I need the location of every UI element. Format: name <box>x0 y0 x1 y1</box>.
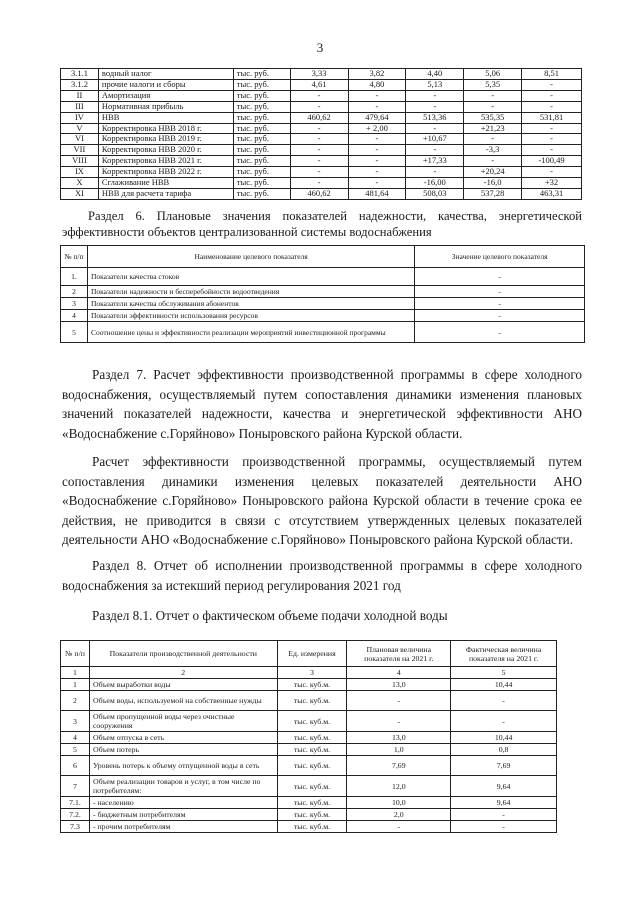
row-fact: - <box>451 691 557 711</box>
row-number: IX <box>61 167 99 178</box>
table-row <box>61 178 582 189</box>
header-value: Значение целевого показателя <box>415 246 585 268</box>
table-row <box>61 101 582 112</box>
row-name: Амортизация <box>98 90 233 101</box>
table-row <box>61 123 582 134</box>
row-value: - <box>406 145 464 156</box>
row-value: - <box>522 101 582 112</box>
row-value: - <box>522 145 582 156</box>
section8-heading: Раздел 8. Отчет об исполнении производственной программы в сфере холодного водоснабжения за истекший период регулирования 2021 год <box>62 558 582 593</box>
row-value: +21,23 <box>464 123 522 134</box>
row-value: +20,24 <box>464 167 522 178</box>
row-value: - <box>406 101 464 112</box>
row-number: 1. <box>61 268 88 286</box>
row-value: 513,36 <box>406 112 464 123</box>
row-name: Показатели качества обслуживания абонентов <box>87 298 414 310</box>
table-row <box>61 188 582 199</box>
row-fact: 10,44 <box>451 679 557 691</box>
header-num: № п/п <box>61 246 88 268</box>
row-name: Корректировка НВВ 2022 г. <box>98 167 233 178</box>
row-number: VIII <box>61 156 99 167</box>
row-value: - <box>290 178 348 189</box>
table-row <box>61 90 582 101</box>
table-row <box>61 776 557 797</box>
row-name: Корректировка НВВ 2019 г. <box>98 134 233 145</box>
row-name: Нормативная прибыль <box>98 101 233 112</box>
row-value: - <box>290 145 348 156</box>
row-value: - <box>290 90 348 101</box>
row-number: 4 <box>61 732 90 744</box>
row-value: - <box>348 178 406 189</box>
row-value: 460,62 <box>290 188 348 199</box>
table-row <box>61 744 557 756</box>
row-name: Сглаживание НВВ <box>98 178 233 189</box>
water-supply-report-table <box>60 640 557 833</box>
row-value: - <box>522 123 582 134</box>
row-value: - <box>348 90 406 101</box>
row-value: -16,0 <box>464 178 522 189</box>
table-row <box>61 310 585 322</box>
row-value: 5,13 <box>406 79 464 90</box>
row-value: 5,35 <box>464 79 522 90</box>
table-row <box>61 79 582 90</box>
row-fact: 0,8 <box>451 744 557 756</box>
row-value: 508,03 <box>406 188 464 199</box>
row-value: -16,00 <box>406 178 464 189</box>
row-name: НВВ для расчета тарифа <box>98 188 233 199</box>
row-name: - бюджетным потребителям <box>89 809 277 821</box>
row-unit: тыс. куб.м. <box>277 744 347 756</box>
row-unit: тыс. руб. <box>233 79 290 90</box>
row-unit: тыс. куб.м. <box>277 797 347 809</box>
table-row <box>61 711 557 732</box>
row-number: VI <box>61 134 99 145</box>
row-plan: 12,0 <box>347 776 451 797</box>
row-value: - <box>406 90 464 101</box>
row-value: 4,40 <box>406 69 464 80</box>
row-value: - <box>415 298 585 310</box>
row-number: IV <box>61 112 99 123</box>
row-name: Объем реализации товаров и услуг, в том числе по потребителям: <box>89 776 277 797</box>
tariff-table <box>60 68 582 200</box>
header-num: № п/п <box>61 641 90 667</box>
row-value: 460,62 <box>290 112 348 123</box>
row-plan: - <box>347 691 451 711</box>
row-unit: тыс. руб. <box>233 69 290 80</box>
row-value: 5,06 <box>464 69 522 80</box>
row-unit: тыс. куб.м. <box>277 756 347 776</box>
row-value: -3,3 <box>464 145 522 156</box>
header-fact: Фактическая величина показателя на 2021 г. <box>451 641 557 667</box>
row-name: - населению <box>89 797 277 809</box>
row-number: VII <box>61 145 99 156</box>
header-plan: Плановая величина показателя на 2021 г. <box>347 641 451 667</box>
row-unit: тыс. руб. <box>233 178 290 189</box>
table-row <box>61 156 582 167</box>
row-name: Объем отпуска в сеть <box>89 732 277 744</box>
row-number: 3.1.2 <box>61 79 99 90</box>
row-value: -100,49 <box>522 156 582 167</box>
row-value: 481,64 <box>348 188 406 199</box>
row-value: - <box>415 286 585 298</box>
row-unit: тыс. руб. <box>233 134 290 145</box>
row-value: 479,64 <box>348 112 406 123</box>
row-value: + 2,00 <box>348 123 406 134</box>
column-number: 5 <box>451 667 557 679</box>
header-name: Показатели производственной деятельности <box>89 641 277 667</box>
row-plan: - <box>347 821 451 833</box>
row-plan: 13,0 <box>347 732 451 744</box>
row-number: 3.1.1 <box>61 69 99 80</box>
table-row <box>61 809 557 821</box>
row-value: - <box>406 123 464 134</box>
table-row <box>61 797 557 809</box>
row-value: - <box>464 90 522 101</box>
row-plan: - <box>347 711 451 732</box>
column-number: 1 <box>61 667 90 679</box>
row-name: Корректировка НВВ 2020 г. <box>98 145 233 156</box>
row-unit: тыс. руб. <box>233 167 290 178</box>
row-number: III <box>61 101 99 112</box>
row-unit: тыс. куб.м. <box>277 776 347 797</box>
row-value: 3,82 <box>348 69 406 80</box>
row-unit: тыс. куб.м. <box>277 821 347 833</box>
table-row <box>61 268 585 286</box>
row-unit: тыс. куб.м. <box>277 691 347 711</box>
row-name: Уровень потерь к объему отпущенной воды в сеть <box>89 756 277 776</box>
section81-heading: Раздел 8.1. Отчет о фактическом объеме подачи холодной воды <box>92 608 448 623</box>
row-name: водный налог <box>98 69 233 80</box>
row-value: - <box>415 322 585 343</box>
column-number: 4 <box>347 667 451 679</box>
table-row <box>61 756 557 776</box>
row-value: - <box>290 156 348 167</box>
row-name: Объем воды, используемой на собственные нужды <box>89 691 277 711</box>
table-row <box>61 145 582 156</box>
row-name: - прочим потребителям <box>89 821 277 833</box>
row-fact: - <box>451 821 557 833</box>
row-value: - <box>415 268 585 286</box>
row-number: 1 <box>61 679 90 691</box>
row-number: 5 <box>61 322 88 343</box>
row-fact: - <box>451 711 557 732</box>
row-number: 3 <box>61 711 90 732</box>
row-value: - <box>522 167 582 178</box>
row-number: 7 <box>61 776 90 797</box>
row-value: - <box>406 167 464 178</box>
row-value: - <box>464 134 522 145</box>
row-number: 7.2. <box>61 809 90 821</box>
row-unit: тыс. куб.м. <box>277 679 347 691</box>
row-fact: 7,69 <box>451 756 557 776</box>
table-row <box>61 691 557 711</box>
row-name: прочие налоги и сборы <box>98 79 233 90</box>
header-name: Наименование целевого показателя <box>87 246 414 268</box>
row-value: - <box>415 310 585 322</box>
row-unit: тыс. руб. <box>233 112 290 123</box>
row-value: - <box>464 101 522 112</box>
page-number: 3 <box>316 40 324 55</box>
row-plan: 7,69 <box>347 756 451 776</box>
row-name: НВВ <box>98 112 233 123</box>
row-value: +17,33 <box>406 156 464 167</box>
section6-heading: Раздел 6. Плановые значения показателей надежности, качества, энергетической эффективности объектов централизованной системы водоснабжения <box>62 209 582 239</box>
row-value: +10,67 <box>406 134 464 145</box>
row-number: 5 <box>61 744 90 756</box>
row-plan: 13,0 <box>347 679 451 691</box>
header-unit: Ед. измерения <box>277 641 347 667</box>
row-value: +32 <box>522 178 582 189</box>
row-fact: 10,44 <box>451 732 557 744</box>
table-row <box>61 134 582 145</box>
row-value: 531,81 <box>522 112 582 123</box>
row-value: - <box>290 167 348 178</box>
row-unit: тыс. руб. <box>233 156 290 167</box>
row-value: - <box>348 134 406 145</box>
row-value: 463,31 <box>522 188 582 199</box>
row-plan: 1,0 <box>347 744 451 756</box>
row-unit: тыс. куб.м. <box>277 809 347 821</box>
row-value: - <box>522 90 582 101</box>
row-name: Показатели качества стоков <box>87 268 414 286</box>
row-number: II <box>61 90 99 101</box>
row-name: Показатели надежности и бесперебойности водоотведения <box>87 286 414 298</box>
row-value: - <box>522 134 582 145</box>
row-value: 535,35 <box>464 112 522 123</box>
row-name: Корректировка НВВ 2018 г. <box>98 123 233 134</box>
row-unit: тыс. руб. <box>233 90 290 101</box>
row-unit: тыс. куб.м. <box>277 711 347 732</box>
table-row <box>61 679 557 691</box>
row-value: - <box>348 101 406 112</box>
row-unit: тыс. руб. <box>233 188 290 199</box>
row-number: 7.1. <box>61 797 90 809</box>
table-row <box>61 322 585 343</box>
row-name: Объем выработки воды <box>89 679 277 691</box>
row-name: Объем пропущенной воды через очистные сооружения <box>89 711 277 732</box>
table-row <box>61 112 582 123</box>
section7-heading: Раздел 7. Расчет эффективности производственной программы в сфере холодного водоснабжения, осуществляемый путем сопоставления динамики изменения плановых значений показателей надежности, качества и энергетической эффективности АНО «Водоснабжение с.Горяйново» Поныровского района Курской области. <box>62 367 582 441</box>
table-row <box>61 732 557 744</box>
row-value: - <box>290 134 348 145</box>
row-fact: - <box>451 809 557 821</box>
table-row <box>61 286 585 298</box>
row-number: 6 <box>61 756 90 776</box>
row-value: - <box>290 123 348 134</box>
row-unit: тыс. куб.м. <box>277 732 347 744</box>
column-number: 2 <box>89 667 277 679</box>
row-number: 7.3 <box>61 821 90 833</box>
table-row <box>61 167 582 178</box>
row-name: Объем потерь <box>89 744 277 756</box>
row-number: 4 <box>61 310 88 322</box>
row-value: 3,33 <box>290 69 348 80</box>
row-fact: 9,64 <box>451 797 557 809</box>
row-value: - <box>348 167 406 178</box>
row-value: - <box>522 79 582 90</box>
row-name: Корректировка НВВ 2021 г. <box>98 156 233 167</box>
row-unit: тыс. руб. <box>233 101 290 112</box>
row-value: - <box>348 145 406 156</box>
row-name: Соотношение цены и эффективности реализации мероприятий инвестиционной программы <box>87 322 414 343</box>
row-value: 8,51 <box>522 69 582 80</box>
row-number: 2 <box>61 286 88 298</box>
row-number: X <box>61 178 99 189</box>
row-value: 4,61 <box>290 79 348 90</box>
row-fact: 9,64 <box>451 776 557 797</box>
row-value: - <box>348 156 406 167</box>
row-number: XI <box>61 188 99 199</box>
row-number: 3 <box>61 298 88 310</box>
row-value: - <box>464 156 522 167</box>
column-number: 3 <box>277 667 347 679</box>
row-plan: 2,0 <box>347 809 451 821</box>
table-row <box>61 821 557 833</box>
table-row <box>61 69 582 80</box>
table-row <box>61 298 585 310</box>
row-value: 4,80 <box>348 79 406 90</box>
row-name: Показатели эффективности использования ресурсов <box>87 310 414 322</box>
row-unit: тыс. руб. <box>233 145 290 156</box>
row-number: 2 <box>61 691 90 711</box>
section7-paragraph: Расчет эффективности производственной программы, осуществляемый путем сопоставления динамики изменения целевых показателей деятельности АНО «Водоснабжение с.Горяйново» Поныровского района Курской области в течение срока ее действия, не приводится в связи с отсутствием утвержденных целевых показателей деятельности АНО «Водоснабжение с.Горяйново» Поныровского района Курской области. <box>62 454 582 548</box>
row-plan: 10,0 <box>347 797 451 809</box>
row-value: - <box>290 101 348 112</box>
row-unit: тыс. руб. <box>233 123 290 134</box>
target-indicators-table <box>60 245 585 343</box>
row-value: 537,28 <box>464 188 522 199</box>
row-number: V <box>61 123 99 134</box>
